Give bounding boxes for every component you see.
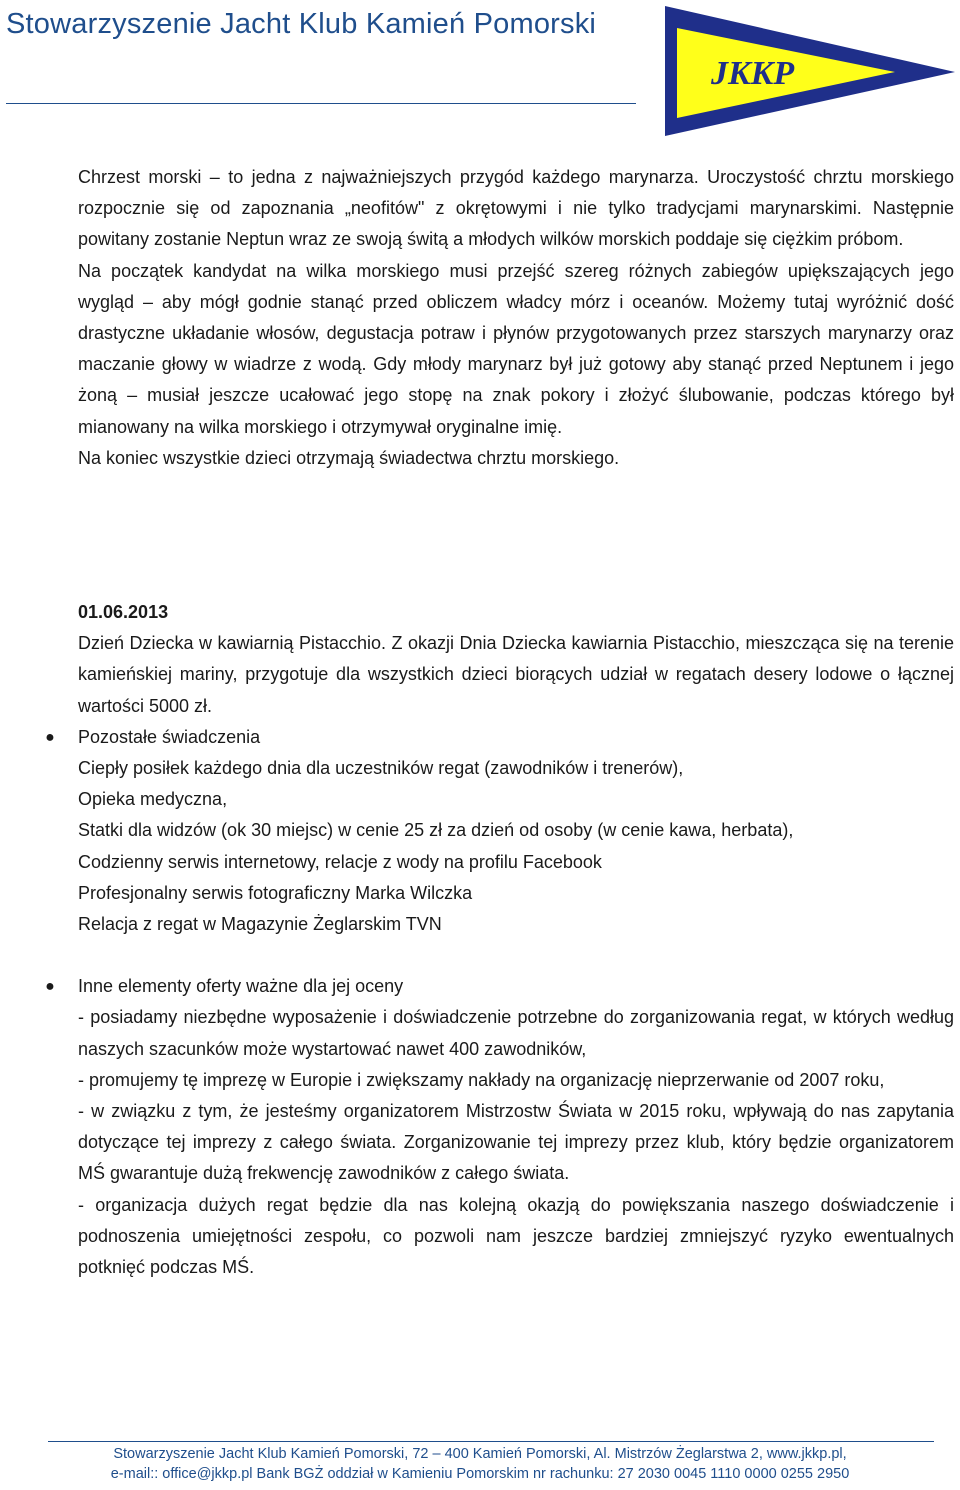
footer-address: Stowarzyszenie Jacht Klub Kamień Pomorski, 72 – 400 Kamień Pomorski, Al. Mistrzów Żeglarstwa 2, www.jkkp.pl, xyxy=(113,1446,847,1462)
footer-bank-details: e-mail:: office@jkkp.pl Bank BGŻ oddział w Kamieniu Pomorskim nr rachunku: 27 2030 0045 1110 0000 0255 2950 xyxy=(110,1466,850,1482)
intro-paragraph-3: Na koniec wszystkie dzieci otrzymają świadectwa chrztu morskiego. xyxy=(78,447,620,468)
offer-item: - posiadamy niezbędne wyposażenie i doświadczenie potrzebne do zorganizowania regat, w których według naszych szacunków może wystartować nawet 400 zawodników, xyxy=(78,1007,954,1059)
benefit-item: Opieka medyczna, xyxy=(78,789,228,810)
benefit-item: Profesjonalny serwis fotograficzny Marka Wilczka xyxy=(78,882,473,903)
benefit-item: Ciepły posiłek każdego dnia dla uczestników regat (zawodników i trenerów), xyxy=(78,758,684,779)
offer-item: - organizacja dużych regat będzie dla nas kolejną okazją do powiększania naszego doświadczenie i podnoszenia umiejętności zespołu, co pozwoli nam jeszcze bardziej zmniejszyć ryzyko ewentualnych potknięć podczas MŚ. xyxy=(78,1194,954,1278)
offer-item: - promujemy tę imprezę w Europie i zwiększamy nakłady na organizację nieprzerwanie od 2007 roku, xyxy=(78,1069,885,1090)
other-elements-list xyxy=(45,971,954,1283)
benefit-item: Relacja z regat w Magazynie Żeglarskim TVN xyxy=(78,914,442,935)
other-benefits-list xyxy=(45,722,954,940)
benefit-item: Statki dla widzów (ok 30 miejsc) w cenie 25 zł za dzień od osoby (w cenie kawa, herbata), xyxy=(78,820,794,841)
other-benefits-heading: Pozostałe świadczenia xyxy=(78,726,261,747)
header-divider xyxy=(6,103,636,104)
footer-divider xyxy=(48,1441,934,1442)
intro-paragraph-2: Na początek kandydat na wilka morskiego musi przejść szereg różnych zabiegów upiększających jego wygląd – aby mógł godnie stanąć przed obliczem władcy mórz i oceanów. Możemy tutaj wyróżnić dość drastyczne układanie włosów, degustacja potraw i płynów przygotowanych przez starszych marynarzy oraz maczanie głowy w wiadrze z wodą. Gdy młody marynarz był już gotowy aby stanąć przed Neptunem i jego żoną – musiał jeszcze ucałować jego stopę na znak pokory i złożyć ślubowanie, podczas którego był mianowany na wilka morskiego i otrzymywał oryginalne imię. xyxy=(78,260,954,437)
event-description: Dzień Dziecka w kawiarnią Pistacchio. Z okazji Dnia Dziecka kawiarnia Pistacchio, mieszcząca się na terenie kamieńskiej mariny, przygotuje dla wszystkich dzieci biorących udział w regatach desery lodowe o łącznej wartości 5000 zł. xyxy=(78,633,954,716)
event-date: 01.06.2013 xyxy=(78,602,169,623)
letterhead-title: Stowarzyszenie Jacht Klub Kamień Pomorski xyxy=(6,8,597,40)
jkkp-pennant-logo xyxy=(665,6,955,136)
intro-paragraph-1: Chrzest morski – to jedna z najważniejszych przygód każdego marynarza. Uroczystość chrztu morskiego rozpocznie się od zapoznania „neofitów" z okrętowymi i nie tylko tradycjami marynarskimi. Następnie powitany zostanie Neptun wraz ze swoją świtą a młodych wilków morskich poddaje się ciężkim próbom. xyxy=(78,167,954,250)
bullet-icon: ● xyxy=(45,978,55,996)
document-body xyxy=(45,162,954,1283)
bullet-icon: ● xyxy=(45,728,55,746)
logo-text: JKKP xyxy=(711,55,795,92)
other-elements-heading: Inne elementy oferty ważne dla jej oceny xyxy=(78,976,404,997)
benefit-item: Codzienny serwis internetowy, relacje z wody na profilu Facebook xyxy=(78,851,602,872)
offer-item: - w związku z tym, że jesteśmy organizatorem Mistrzostw Świata w 2015 roku, wpływają do nas zapytania dotyczące tej imprezy z całego świata. Zorganizowanie tej imprezy przez klub, który będzie organizatorem MŚ gwarantuje dużą frekwencję zawodników z całego świata. xyxy=(78,1101,954,1184)
